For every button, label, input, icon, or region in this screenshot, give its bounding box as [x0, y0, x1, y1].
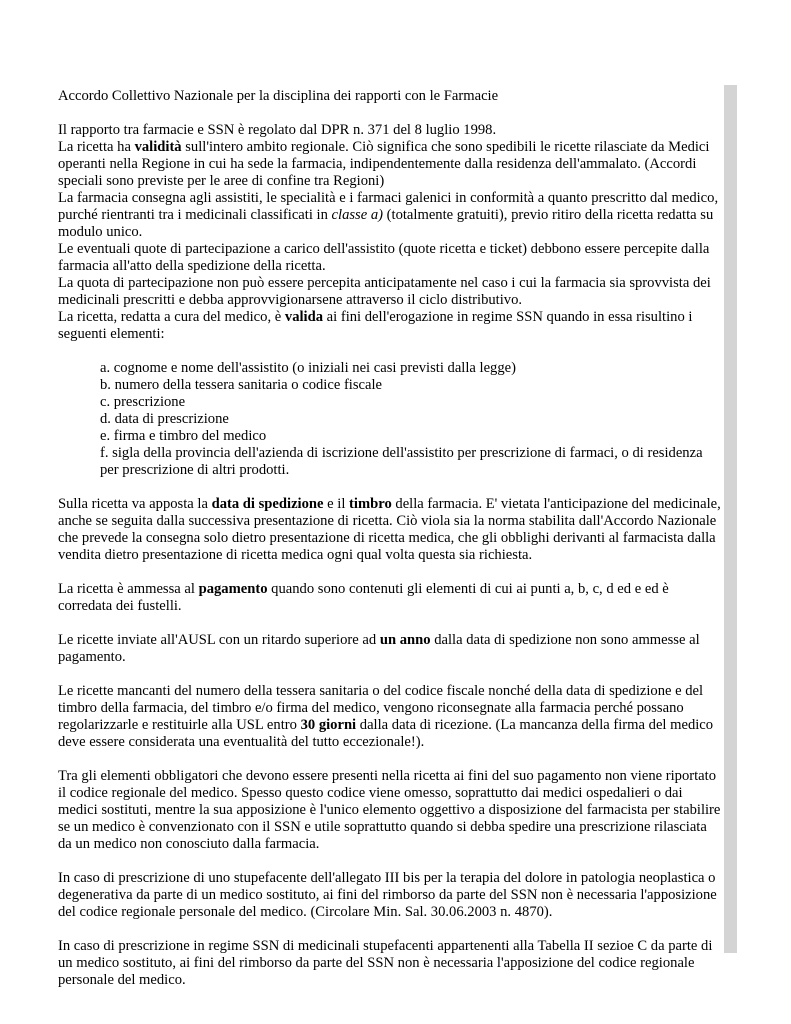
pagamento-keyword: pagamento [198, 581, 268, 597]
mancanti-text-1: Le ricette mancanti del numero della tessera sanitaria o del codice fiscale nonché della data di spedizione e del timbro della farmacia, del timbro e/o firma del medico, vengono riconsegnate alla farmacia perché possano regolarizzarle e restituirle alla USL entro [58, 683, 704, 733]
spedizione-text-2: e il [323, 496, 350, 512]
trenta-giorni-keyword: 30 giorni [300, 717, 357, 733]
mancanti-text-2: dalla data di ricezione. (La mancanza della firma del medico deve essere considerata una eventualità del tutto eccezionale!). [58, 717, 714, 750]
validity-text-end: sull'intero ambito regionale. Ciò significa che sono spedibili le ricette rilasciate da Medici operanti nella Regione in cui ha sede la farmacia, indipendentemente dalla residenza dell'ammalato. (Accordi speciali sono previste per le aree di confine tra Regioni) [58, 139, 710, 189]
document-body [58, 88, 724, 1006]
validity-text-start: La ricetta ha [58, 139, 135, 155]
list-item: e. firma e timbro del medico [100, 428, 267, 444]
data-spedizione-keyword: data di spedizione [211, 496, 324, 512]
spedizione-paragraph [58, 496, 724, 564]
vertical-scrollbar[interactable] [724, 85, 737, 953]
validity-keyword: validità [134, 139, 182, 155]
un-anno-keyword: un anno [379, 632, 431, 648]
spedizione-text-1: Sulla ricetta va apposta la [58, 496, 212, 512]
classe-text-end: (totalmente gratuiti), previo ritiro della ricetta redatta su modulo unico. [58, 207, 714, 240]
ritardo-text-1: Le ricette inviate all'AUSL con un ritardo superiore ad [58, 632, 380, 648]
list-item: c. prescrizione [100, 394, 186, 410]
spedizione-text-3: della farmacia. E' vietata l'anticipazione del medicinale, anche se seguita dalla successiva presentazione di ricetta. Ciò viola sia la norma stabilita dall'Accordo Nazionale che prevede la consegna solo dietro presentazione di ricetta medica, che gli obblighi derivanti al farmacista dalla vendita dietro presentazione di ricetta medica ogni qual volta questa sia richiesta. [58, 496, 721, 563]
list-item: d. data di prescrizione [100, 411, 229, 427]
valida-text-start: La ricetta, redatta a cura del medico, è [58, 309, 285, 325]
pagamento-text-1: La ricetta è ammessa al [58, 581, 199, 597]
pagamento-paragraph [58, 581, 724, 615]
document-title: Accordo Collettivo Nazionale per la disciplina dei rapporti con le Farmacie [58, 88, 499, 104]
list-item: a. cognome e nome dell'assistito (o iniziali nei casi previsti dalla legge) [100, 360, 516, 376]
required-elements-list [58, 360, 724, 479]
intro-paragraph [58, 122, 724, 343]
classe-text-start: La farmacia consegna agli assistiti, le specialità e i farmaci galenici in conformità a quanto prescritto dal medico, purché rientranti tra i medicinali classificati in [58, 190, 719, 223]
valida-text-end: ai fini dell'erogazione in regime SSN quando in essa risultino i seguenti elementi: [58, 309, 693, 342]
ritardo-paragraph [58, 632, 724, 666]
list-item: f. sigla della provincia dell'azienda di iscrizione dell'assistito per prescrizione di farmaci, o di residenza per prescrizione di altri prodotti. [100, 445, 703, 478]
timbro-keyword: timbro [349, 496, 392, 512]
mancanti-paragraph [58, 683, 724, 751]
tabella-paragraph: In caso di prescrizione in regime SSN di medicinali stupefacenti appartenenti alla Tabella II sezioe C da parte di un medico sostituto, ai fini del rimborso da parte del SSN non è necessaria l'apposizione del codice regionale personale del medico. [58, 938, 713, 988]
ritardo-text-2: dalla data di spedizione non sono ammesse al pagamento. [58, 632, 700, 665]
pagamento-text-2: quando sono contenuti gli elementi di cui ai punti a, b, c, d ed e ed è corredata dei fustelli. [58, 581, 669, 614]
classe-keyword: classe a) [331, 207, 384, 223]
valida-keyword: valida [284, 309, 324, 325]
stupefacente-paragraph: In caso di prescrizione di uno stupefacente dell'allegato III bis per la terapia del dolore in patologia neoplastica o degenerativa da parte di un medico sostituto, ai fini del rimborso da parte del SSN non è necessaria l'apposizione del codice regionale personale del medico. (Circolare Min. Sal. 30.06.2003 n. 4870). [58, 870, 717, 920]
codice-regionale-paragraph: Tra gli elementi obbligatori che devono essere presenti nella ricetta ai fini del suo pagamento non viene riportato il codice regionale del medico. Spesso questo codice viene omesso, soprattutto dai medici ospedalieri o dai medici sostituti, mentre la sua apposizione è l'unico elemento oggettivo a disposizione del farmacista per stabilire se un medico è convenzionato con il SSN e utile soprattutto quando si debba spedire una prescrizione rilasciata da un medico non conosciuto dalla farmacia. [58, 768, 721, 852]
quota-text: La quota di partecipazione non può essere percepita anticipatamente nel caso i cui la farmacia sia sprovvista dei medicinali prescritti e debba approvvigionarsene attraverso il ciclo distributivo. [58, 275, 711, 308]
list-item: b. numero della tessera sanitaria o codice fiscale [100, 377, 383, 393]
quote-text: Le eventuali quote di partecipazione a carico dell'assistito (quote ricetta e ticket) debbono essere percepite dalla farmacia all'atto della spedizione della ricetta. [58, 241, 710, 274]
intro-line-dpr: Il rapporto tra farmacie e SSN è regolato dal DPR n. 371 del 8 luglio 1998. [58, 122, 497, 138]
